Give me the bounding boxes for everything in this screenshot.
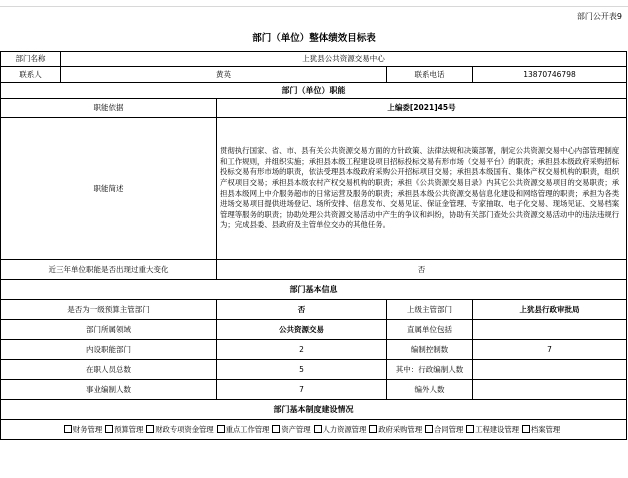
dept-name-value: 上犹县公共资源交易中心	[61, 52, 627, 67]
checkbox-icon[interactable]	[64, 425, 72, 433]
system-checkbox-label: 财务管理	[72, 424, 103, 434]
internal-dept-label: 内设职能部门	[1, 340, 217, 360]
phone-value: 13870746798	[473, 67, 627, 83]
row-duties-section	[1, 83, 627, 99]
row-public-staff	[1, 380, 627, 400]
row-duty-change	[1, 260, 627, 280]
first-level-value: 否	[217, 300, 387, 320]
checkbox-icon[interactable]	[217, 425, 225, 433]
contact-value: 黄英	[61, 67, 387, 83]
form-number: 部门公开表9	[576, 12, 622, 21]
duty-change-value: 否	[217, 260, 627, 280]
system-checkbox-item[interactable]	[425, 425, 463, 435]
system-checkbox-label: 重点工作管理	[225, 424, 270, 434]
admin-staff-value	[473, 360, 627, 380]
checkbox-icon[interactable]	[466, 425, 474, 433]
duty-basis-value: 上编委[2021]45号	[217, 99, 627, 118]
extra-staff-value	[473, 380, 627, 400]
row-info-section	[1, 280, 627, 300]
direct-units-label: 直属单位包括	[387, 320, 473, 340]
superior-label: 上级主管部门	[387, 300, 473, 320]
system-checkbox-label: 预算管理	[114, 424, 144, 434]
direct-units-value	[473, 320, 627, 340]
system-checkbox-item[interactable]	[369, 425, 422, 435]
system-checkbox-label: 工程建设管理	[475, 424, 519, 434]
performance-table	[0, 51, 627, 440]
info-section-title: 部门基本信息	[1, 280, 627, 300]
system-checkbox-label: 财政专项资金管理	[155, 424, 214, 434]
row-dept-name	[1, 52, 627, 67]
superior-value: 上犹县行政审批局	[473, 300, 627, 320]
system-checkbox-label: 资产管理	[281, 424, 311, 434]
duties-section-title: 部门（单位）职能	[1, 83, 627, 99]
internal-dept-value: 2	[217, 340, 387, 360]
field-value: 公共资源交易	[217, 320, 387, 340]
systems-section-title: 部门基本制度建设情况	[1, 400, 627, 420]
admin-staff-label: 其中：行政编制人数	[387, 360, 473, 380]
row-staff-count	[1, 360, 627, 380]
system-checkbox-item[interactable]	[217, 425, 270, 435]
system-checkbox-item[interactable]	[146, 425, 213, 435]
extra-staff-label: 编外人数	[387, 380, 473, 400]
duty-summary-label: 职能简述	[1, 118, 217, 260]
system-checkbox-label: 档案管理	[530, 424, 561, 434]
dept-name-label: 部门名称	[1, 52, 61, 67]
staff-count-label: 在职人员总数	[1, 360, 217, 380]
system-checkbox-label: 政府采购管理	[378, 424, 422, 434]
duty-summary-text: 贯彻执行国家、省、市、县有关公共资源交易方面的方针政策、法律法规和决策部署，制定公共资源交易中心内部管理制度和工作规则，并组织实施；承担县本级工程建设项目招标投标交易有形市场（交易平台）的职责；承担县本级政府采购招标投标交易有形市场的职责，依法受理县本级政府采购公开招标项目交易；承担县本级国有、集体产权交易机构的职责，组织产权项目交易；承担县本级农村产权交易机构的职责；承担《公共资源交易目录》内其它公共资源交易项目的交易职责；承担县本级网上中介服务超市的日常运营及服务的职责；承担县本级公共资源交易信息化建设和网络管理的职责；承担为各类进场交易项目提供进场登记、场所安排、信息发布、交易见证、保证金管理、专家抽取、电子化交易、现场见证、交易档案管理等服务的职责；协助处理公共资源交易活动中产生的争议和纠纷，协助有关部门查处公共资源交易活动中的违法违规行为；完成县委、县政府及主管单位交办的其他任务。	[217, 118, 627, 260]
first-level-label: 是否为一级预算主管部门	[1, 300, 217, 320]
system-checkbox-item[interactable]	[105, 425, 143, 435]
sheet-top-border	[0, 0, 628, 7]
checkbox-icon[interactable]	[522, 425, 530, 433]
system-checkbox-item[interactable]	[64, 425, 102, 435]
row-internal-dept	[1, 340, 627, 360]
row-duty-summary	[1, 118, 627, 260]
row-systems-section	[1, 400, 627, 420]
checkbox-icon[interactable]	[272, 425, 280, 433]
systems-checklist	[1, 420, 627, 440]
duty-basis-label: 职能依据	[1, 99, 217, 118]
staff-count-value: 5	[217, 360, 387, 380]
row-duty-basis	[1, 99, 627, 118]
duty-change-label: 近三年单位职能是否出现过重大变化	[1, 260, 217, 280]
field-label: 部门所属领域	[1, 320, 217, 340]
checkbox-icon[interactable]	[314, 425, 322, 433]
system-checkbox-label: 人力资源管理	[322, 424, 367, 434]
checkbox-icon[interactable]	[369, 425, 377, 433]
checkbox-icon[interactable]	[105, 425, 113, 433]
public-staff-label: 事业编制人数	[1, 380, 217, 400]
checkbox-icon[interactable]	[425, 425, 433, 433]
row-systems-checklist	[1, 420, 627, 440]
contact-label: 联系人	[1, 67, 61, 83]
phone-label: 联系电话	[387, 67, 473, 83]
checkbox-icon[interactable]	[146, 425, 154, 433]
system-checkbox-label: 合同管理	[434, 424, 464, 434]
public-staff-value: 7	[217, 380, 387, 400]
row-field	[1, 320, 627, 340]
row-first-level	[1, 300, 627, 320]
staffing-value: 7	[473, 340, 627, 360]
system-checkbox-item[interactable]	[272, 425, 310, 435]
system-checkbox-item[interactable]	[314, 425, 367, 435]
page-title: 部门（单位）整体绩效目标表	[252, 33, 376, 44]
system-checkbox-item[interactable]	[522, 425, 560, 435]
row-contact	[1, 67, 627, 83]
staffing-label: 编制控制数	[387, 340, 473, 360]
system-checkbox-item[interactable]	[466, 425, 519, 435]
